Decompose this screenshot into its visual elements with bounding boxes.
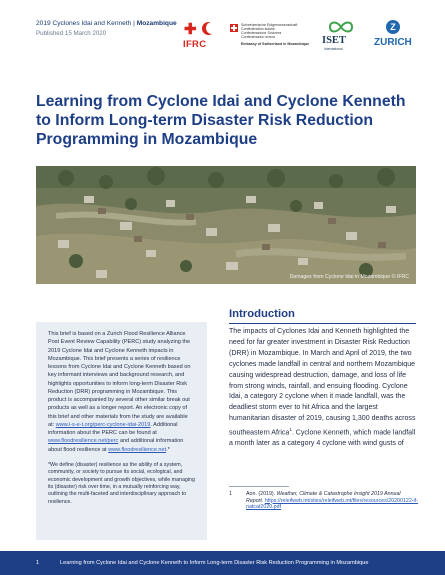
footer-title: Learning from Cyclone Idai and Cyclone Kenneth to Inform Long-term Disaster Risk Reduction Programming in Mozambique — [60, 560, 369, 566]
resilience-definition-note: *We define (disaster) resilience as the ability of a system, community, or society to pursue its social, ecological, and economic development and growth objectives, while managing its (disaster) risk over time, in a mutually reinforcing way, outlining the multi-faceted and interdisciplinary approach to resilience. — [48, 461, 195, 505]
introduction-heading: Introduction — [229, 308, 295, 320]
footnote-report-title: Weather, Climate & Catastrophe Insight 2019 Annual Report. — [246, 491, 401, 504]
swiss-line: Schweizerische Eidgenossenschaft — [241, 23, 298, 27]
swiss-embassy-label: Embassy of Switzerland in Mozambique — [241, 42, 310, 46]
heading-divider — [229, 323, 416, 324]
ifrc-wordmark: IFRC — [183, 39, 207, 50]
zurich-logo — [373, 20, 417, 52]
red-crescent-icon — [202, 22, 215, 35]
zurich-mark-icon: Z — [386, 20, 400, 34]
perc-link[interactable]: www.floodresilience.net/perc — [48, 438, 119, 445]
perc-cyclone-link[interactable]: www.i-s-e-t.org/perc-cyclone-idai-2019 — [55, 421, 151, 428]
swiss-line: Confédération suisse — [241, 27, 275, 32]
photo-caption: Damages from Cyclone Idai in Mozambique © IFRC — [289, 274, 409, 280]
red-cross-icon: ✚ — [184, 21, 197, 38]
sidebar-paragraph: This brief is based on a Zurich Flood Resilience Alliance Post Event Review Capability (PERC) study analyzing the 2019 Cyclone Idai and Cyclone Kenneth impacts in Mozambique. This brief presents a series of resilience lessons from Cyclone Idai and Cyclone Kenneth based on key informant interviews and background research, and highlights opportunities to inform long-term Disaster Risk Reduction (DRR) programming in Mozambique. This product is accompanied by several other similar break out products as well as a longer report. An electronic copy of this brief and other materials from the study are available at: www.i-s-e-t.org/perc-cyclone-idai-2019. Additional information about the PERC can be found at www.floodresilience.net/perc and additional information about flood resilience at www.floodresilience.net.* — [48, 331, 191, 453]
footnote-divider — [229, 486, 289, 487]
footnote: 1 Aon. (2019). Weather, Climate & Catastrophe Insight 2019 Annual Report. https://releifweb.int/sites/releifweb.int/files/resources/20200122-if-natcat2020.pdf — [229, 491, 418, 511]
aon-report-link[interactable]: https://releifweb.int/sites/releifweb.int/files/resources/20200122-if-natcat2020.pdf — [246, 497, 418, 511]
ifrc-logo — [182, 22, 222, 50]
flood-photo-illustration — [36, 166, 416, 284]
flood-resilience-link[interactable]: www.floodresilience.net — [108, 446, 167, 453]
footnote-reference[interactable]: 1 — [289, 427, 292, 433]
footnote-number: 1 — [229, 491, 232, 497]
iset-logo — [318, 20, 364, 52]
iset-subtitle: International — [324, 47, 343, 51]
swiss-line: Confederaziun svizra — [241, 35, 275, 40]
summary-sidebar — [36, 322, 207, 540]
swiss-line: Confederazione Svizzera — [241, 31, 282, 36]
published-date: Published 15 March 2020 — [36, 30, 107, 37]
introduction-paragraph: The impacts of Cyclones Idai and Kenneth highlighted the need for far greater investment in Disaster Risk Reduction (DRR) in Mozambique. In March and April of 2019, the two cyclones made landfall in central and northern Mozambique causing widespread destruction, damage, and loss of life from strong winds, rainfall, and ensuing flooding. Cyclone Idai, a category 2 cyclone when it made landfall, was the deadliest storm ever to hit Africa and the largest humanitarian disaster of 2019, causing 1,300 deaths across southeastern Africa$^1$. Cyclone Kenneth, which made landfall a month later as a category 4 cyclone with wind gusts of — [229, 328, 416, 448]
swiss-embassy-logo — [230, 22, 312, 50]
series-country: Mozambique — [136, 20, 177, 27]
document-title: Learning from Cyclone Idai and Cyclone Kenneth to Inform Long-term Disaster Risk Reduction Programming in Mozambique — [36, 93, 406, 148]
flood-aerial-photo — [36, 166, 416, 284]
series-label: 2019 Cyclones Idai and Kenneth | Mozambique — [36, 20, 177, 27]
page-footer — [0, 551, 445, 575]
iset-infinity-icon — [328, 20, 354, 34]
zurich-wordmark: ZURICH — [374, 37, 412, 48]
page-number: 1 — [36, 560, 40, 566]
swiss-flag-icon — [230, 24, 238, 32]
iset-wordmark: ISET — [322, 35, 346, 46]
